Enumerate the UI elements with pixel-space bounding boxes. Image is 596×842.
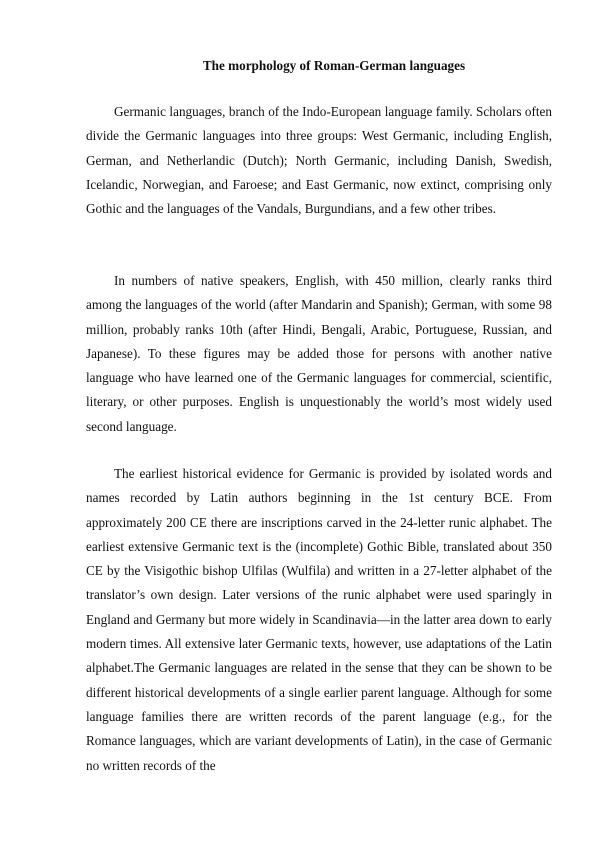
paragraph-1: Germanic languages, branch of the Indo-European language family. Scholars often divide the Germanic languages into three groups: West Germanic, including English, German, and Netherlandic (Dutch); North Germanic, including Danish, Swedish, Icelandic, Norwegian, and Faroese; and East Germanic, now extinct, comprising only Gothic and the languages of the Vandals, Burgundians, and a few other tribes. <box>86 104 552 217</box>
document-title: The morphology of Roman-German languages <box>202 58 466 73</box>
paragraph-2: In numbers of native speakers, English, with 450 million, clearly ranks third among the languages of the world (after Mandarin and Spanish); German, with some 98 million, probably ranks 10th (after Hindi, Bengali, Arabic, Portuguese, Russian, and Japanese). To these figures may be added those for persons with another native language who have learned one of the Germanic languages for commercial, scientific, literary, or other purposes. English is unquestionably the world’s most widely used second language. <box>86 273 552 434</box>
paragraph-3: The earliest historical evidence for Germanic is provided by isolated words and names recorded by Latin authors beginning in the 1st century BCE. From approximately 200 CE there are inscriptions carved in the 24-letter runic alphabet. The earliest extensive Germanic text is the (incomplete) Gothic Bible, translated about 350 CE by the Visigothic bishop Ulfilas (Wulfila) and written in a 27-letter alphabet of the translator’s own design. Later versions of the runic alphabet were used sparingly in England and Germany but more widely in Scandinavia—in the latter area down to early modern times. All extensive later Germanic texts, however, use adaptations of the Latin alphabet.The Germanic languages are related in the sense that they can be shown to be different historical developments of a single earlier parent language. Although for some language families there are written records of the parent language (e.g., for the Romance languages, which are variant developments of Latin), in the case of Germanic no written records of the <box>86 466 552 773</box>
